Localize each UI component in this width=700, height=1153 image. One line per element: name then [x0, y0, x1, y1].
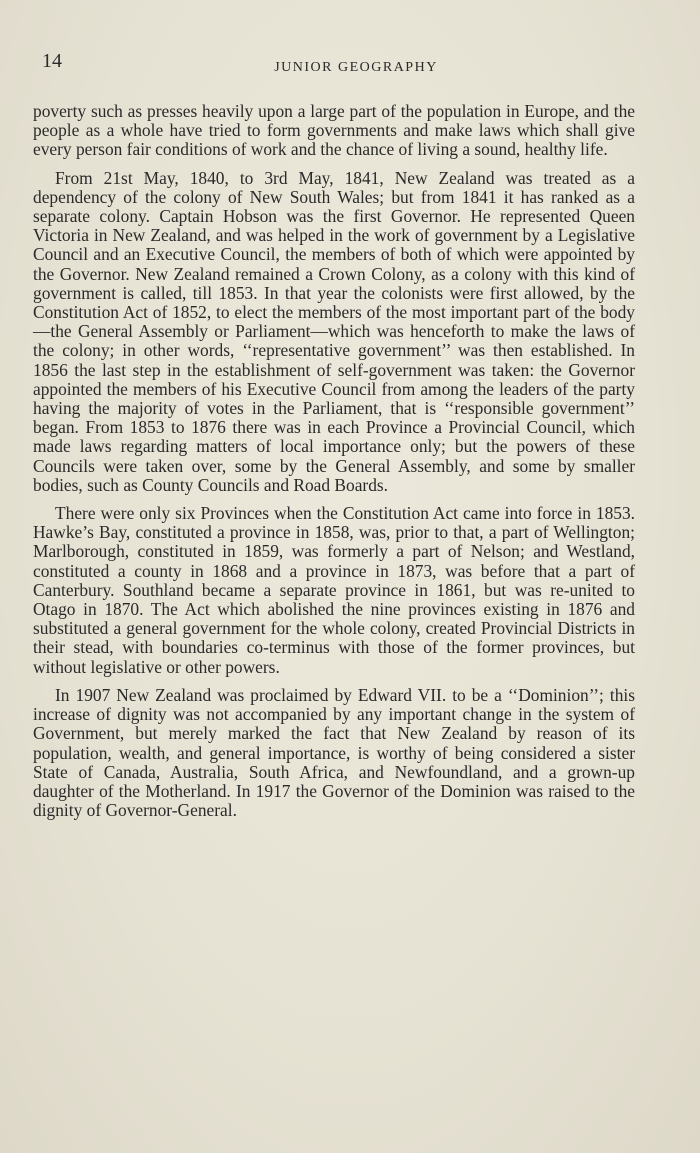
paragraph-continued: poverty such as presses heavily upon a large part of the population in Europe, and the people as a whole have tried to form governments and make laws which shall give every person fair conditions of work and the chance of living a sound, healthy life. — [33, 101, 635, 160]
paragraph-provinces: There were only six Provinces when the Constitution Act came into force in 1853. Hawke’s Bay, constituted a province in 1858, was, prior to that, a part of Wellington; Marlborough, constituted in 1859, was formerly a part of Nelson; and Westland, constituted a county in 1868 and a province in 1873, was before that a part of Canterbury. Southland became a separate province in 1861, but was re-united to Otago in 1870. The Act which abolished the nine provinces existing in 1876 and substituted a general government for the whole colony, created Provincial Districts in their stead, with boundaries co-terminus with those of the former provinces, but without legislative or other powers. — [33, 503, 635, 677]
paragraph-dominion: In 1907 New Zealand was proclaimed by Edward VII. to be a ‘‘Dominion’’; this increase of dignity was not accompanied by any important change in the system of Government, but merely marked the fact that New Zealand by reason of its population, wealth, and general importance, is worthy of being considered a sister State of Canada, Australia, South Africa, and Newfoundland, and a grown-up daughter of the Motherland. In 1917 the Governor of the Dominion was raised to the dignity of Governor-General. — [33, 684, 635, 821]
body-text — [33, 102, 635, 829]
page-number: 14 — [42, 50, 62, 72]
paragraph-government-history: From 21st May, 1840, to 3rd May, 1841, New Zealand was treated as a dependency of the colony of New South Wales; but from 1841 it has ranked as a separate colony. Captain Hobson was the first Governor. He represented Queen Victoria in New Zealand, and was helped in the work of government by a Legislative Council and an Executive Council, the members of both of which were appointed by the Governor. New Zealand remained a Crown Colony, as a colony with this kind of government is called, till 1853. In that year the colonists were first allowed, by the Constitution Act of 1852, to elect the members of the most important part of the body—the General Assembly or Parliament—which was henceforth to make the laws of the colony; in other words, ‘‘representative government’’ was then established. In 1856 the last step in the establishment of self-government was taken: the Governor appointed the members of his Executive Council from among the leaders of the party having the majority of votes in the Parliament, that is ‘‘responsible government’’ began. From 1853 to 1876 there was in each Province a Provincial Council, which made laws regarding matters of local importance only; but the powers of these Councils were taken over, some by the General Assembly, and some by smaller bodies, such as County Councils and Road Boards. — [33, 167, 635, 495]
page-header — [42, 50, 640, 80]
running-title: JUNIOR GEOGRAPHY — [274, 60, 438, 75]
